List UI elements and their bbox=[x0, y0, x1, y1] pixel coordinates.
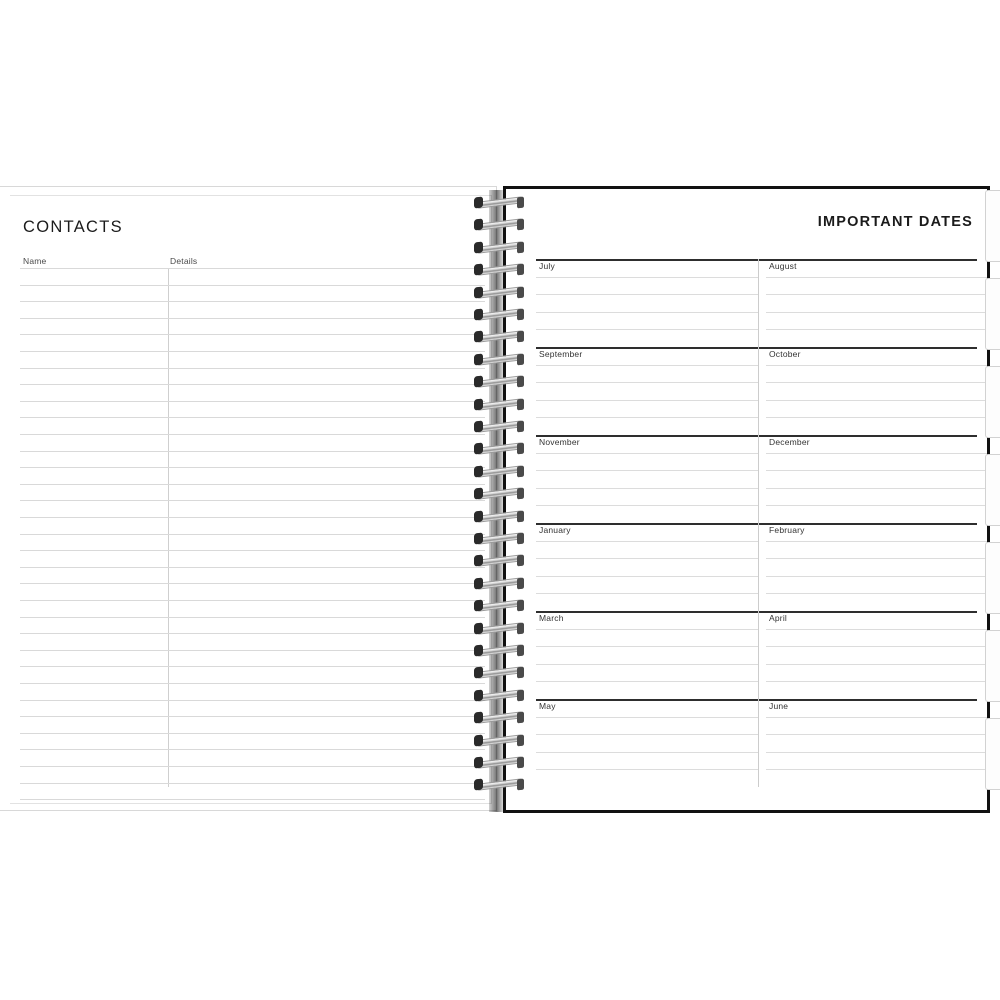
contacts-rule-line bbox=[20, 650, 485, 651]
contacts-rule-line bbox=[20, 567, 485, 568]
contacts-rule-line bbox=[20, 334, 485, 335]
page-edge-tab bbox=[985, 718, 1000, 790]
right-page bbox=[503, 186, 990, 813]
month-cell bbox=[766, 347, 988, 435]
month-cell bbox=[536, 259, 758, 347]
month-rule-line bbox=[766, 453, 988, 454]
month-rule-line bbox=[536, 734, 758, 735]
contacts-rule-line bbox=[20, 783, 485, 784]
month-label: November bbox=[539, 437, 580, 447]
month-rule-line bbox=[766, 470, 988, 471]
spiral-coil bbox=[476, 532, 524, 545]
contacts-rule-line bbox=[20, 617, 485, 618]
contacts-rule-line bbox=[20, 517, 485, 518]
month-rule-line bbox=[536, 470, 758, 471]
spiral-coil bbox=[476, 196, 524, 209]
month-cell bbox=[536, 435, 758, 523]
spiral-coil bbox=[476, 554, 524, 567]
contacts-rule-line bbox=[20, 417, 485, 418]
page-edge-tab bbox=[985, 366, 1000, 438]
spiral-coil bbox=[476, 510, 524, 523]
month-rule-line bbox=[766, 277, 988, 278]
month-label: October bbox=[769, 349, 801, 359]
month-rule-line bbox=[536, 593, 758, 594]
spiral-coil bbox=[476, 442, 524, 455]
month-rule-line bbox=[536, 505, 758, 506]
contacts-rule-line bbox=[20, 600, 485, 601]
contacts-rule-line bbox=[20, 633, 485, 634]
month-rule-line bbox=[536, 417, 758, 418]
month-label: March bbox=[539, 613, 564, 623]
contacts-rule-line bbox=[20, 683, 485, 684]
contacts-rule-line bbox=[20, 534, 485, 535]
spiral-coil bbox=[476, 375, 524, 388]
spiral-coil bbox=[476, 599, 524, 612]
spiral-binding bbox=[470, 196, 530, 806]
spiral-coil bbox=[476, 263, 524, 276]
page-edge-tabs bbox=[985, 190, 1000, 810]
month-rule-line bbox=[536, 453, 758, 454]
column-header-name: Name bbox=[23, 256, 47, 266]
month-rule-line bbox=[536, 646, 758, 647]
month-label: July bbox=[539, 261, 555, 271]
month-cell bbox=[536, 347, 758, 435]
column-header-details: Details bbox=[170, 256, 198, 266]
month-rule-line bbox=[536, 576, 758, 577]
month-cell bbox=[766, 435, 988, 523]
page-edge-tab bbox=[985, 454, 1000, 526]
spiral-coil bbox=[476, 241, 524, 254]
month-rule-line bbox=[766, 382, 988, 383]
contacts-rule-line bbox=[20, 318, 485, 319]
spiral-coil bbox=[476, 756, 524, 769]
month-rule-line bbox=[536, 382, 758, 383]
contacts-rule-line bbox=[20, 467, 485, 468]
month-cell bbox=[766, 259, 988, 347]
month-rule-line bbox=[766, 312, 988, 313]
month-label: February bbox=[769, 525, 805, 535]
month-rule-line bbox=[766, 629, 988, 630]
month-rule-line bbox=[536, 769, 758, 770]
page-edge-tab bbox=[985, 542, 1000, 614]
month-rule-line bbox=[536, 558, 758, 559]
month-rule-line bbox=[536, 312, 758, 313]
month-rule-line bbox=[536, 752, 758, 753]
month-column-divider bbox=[758, 611, 759, 699]
contacts-rule-line bbox=[20, 401, 485, 402]
month-column-divider bbox=[758, 259, 759, 347]
contacts-rule-line bbox=[20, 285, 485, 286]
month-cell bbox=[766, 611, 988, 699]
month-rule-line bbox=[766, 294, 988, 295]
contacts-rule-line bbox=[20, 484, 485, 485]
month-rule-line bbox=[536, 277, 758, 278]
spiral-coil bbox=[476, 666, 524, 679]
contacts-rule-line bbox=[20, 799, 485, 800]
contacts-rule-line bbox=[20, 550, 485, 551]
month-rule-line bbox=[766, 576, 988, 577]
contacts-rule-line bbox=[20, 500, 485, 501]
contacts-rule-line bbox=[20, 749, 485, 750]
month-rule-line bbox=[536, 294, 758, 295]
month-label: December bbox=[769, 437, 810, 447]
left-page bbox=[0, 186, 497, 811]
important-dates-grid bbox=[536, 259, 977, 806]
spiral-coil bbox=[476, 353, 524, 366]
month-rule-line bbox=[766, 646, 988, 647]
contacts-rule-line bbox=[20, 716, 485, 717]
month-rule-line bbox=[766, 417, 988, 418]
spiral-coil bbox=[476, 487, 524, 500]
month-rule-line bbox=[536, 664, 758, 665]
contacts-rule-line bbox=[20, 766, 485, 767]
contacts-rule-line bbox=[20, 666, 485, 667]
spiral-coil bbox=[476, 711, 524, 724]
month-rule-line bbox=[766, 717, 988, 718]
month-rule-line bbox=[766, 541, 988, 542]
spiral-coil bbox=[476, 465, 524, 478]
contacts-rule-line bbox=[20, 384, 485, 385]
month-label: May bbox=[539, 701, 556, 711]
month-cell bbox=[536, 611, 758, 699]
page-title-important-dates: IMPORTANT DATES bbox=[817, 214, 973, 230]
spiral-coil bbox=[476, 622, 524, 635]
month-column-divider bbox=[758, 347, 759, 435]
contacts-rule-line bbox=[20, 700, 485, 701]
contacts-rule-line bbox=[20, 301, 485, 302]
month-rule-line bbox=[766, 329, 988, 330]
contacts-rule-line bbox=[20, 368, 485, 369]
spiral-coil bbox=[476, 420, 524, 433]
spiral-coil bbox=[476, 577, 524, 590]
month-column-divider bbox=[758, 699, 759, 787]
page-edge-tab bbox=[985, 278, 1000, 350]
page-edge-tab bbox=[985, 630, 1000, 702]
month-label: April bbox=[769, 613, 788, 623]
spiral-coil bbox=[476, 218, 524, 231]
month-rule-line bbox=[766, 400, 988, 401]
month-rule-line bbox=[766, 681, 988, 682]
spiral-coil bbox=[476, 398, 524, 411]
contacts-rule-line bbox=[20, 351, 485, 352]
month-rule-line bbox=[766, 664, 988, 665]
month-rule-line bbox=[766, 769, 988, 770]
month-cell bbox=[766, 699, 988, 787]
month-column-divider bbox=[758, 523, 759, 611]
spiral-coil bbox=[476, 734, 524, 747]
month-rule-line bbox=[766, 488, 988, 489]
contacts-rule-line bbox=[20, 268, 485, 269]
page-edge-tab bbox=[985, 190, 1000, 262]
month-rule-line bbox=[536, 329, 758, 330]
spiral-coil bbox=[476, 330, 524, 343]
month-rule-line bbox=[766, 505, 988, 506]
page-title-contacts: CONTACTS bbox=[23, 218, 123, 236]
month-label: September bbox=[539, 349, 583, 359]
contacts-rule-lines bbox=[20, 268, 485, 793]
spiral-coil bbox=[476, 308, 524, 321]
month-rule-line bbox=[536, 717, 758, 718]
contacts-rule-line bbox=[20, 451, 485, 452]
month-column-divider bbox=[758, 435, 759, 523]
month-rule-line bbox=[766, 593, 988, 594]
month-label: August bbox=[769, 261, 797, 271]
month-label: June bbox=[769, 701, 789, 711]
contacts-rule-line bbox=[20, 583, 485, 584]
contacts-rule-line bbox=[20, 733, 485, 734]
month-rule-line bbox=[536, 681, 758, 682]
spiral-coil bbox=[476, 689, 524, 702]
month-rule-line bbox=[766, 558, 988, 559]
month-cell bbox=[536, 699, 758, 787]
month-cell bbox=[766, 523, 988, 611]
month-rule-line bbox=[536, 488, 758, 489]
spiral-coil bbox=[476, 644, 524, 657]
month-rule-line bbox=[536, 365, 758, 366]
month-rule-line bbox=[536, 629, 758, 630]
contacts-rule-line bbox=[20, 434, 485, 435]
month-rule-line bbox=[536, 400, 758, 401]
spiral-coil bbox=[476, 778, 524, 791]
month-rule-line bbox=[766, 365, 988, 366]
month-rule-line bbox=[766, 752, 988, 753]
month-label: January bbox=[539, 525, 571, 535]
month-rule-line bbox=[766, 734, 988, 735]
left-page-content bbox=[10, 195, 492, 804]
month-cell bbox=[536, 523, 758, 611]
spiral-coil bbox=[476, 286, 524, 299]
month-rule-line bbox=[536, 541, 758, 542]
